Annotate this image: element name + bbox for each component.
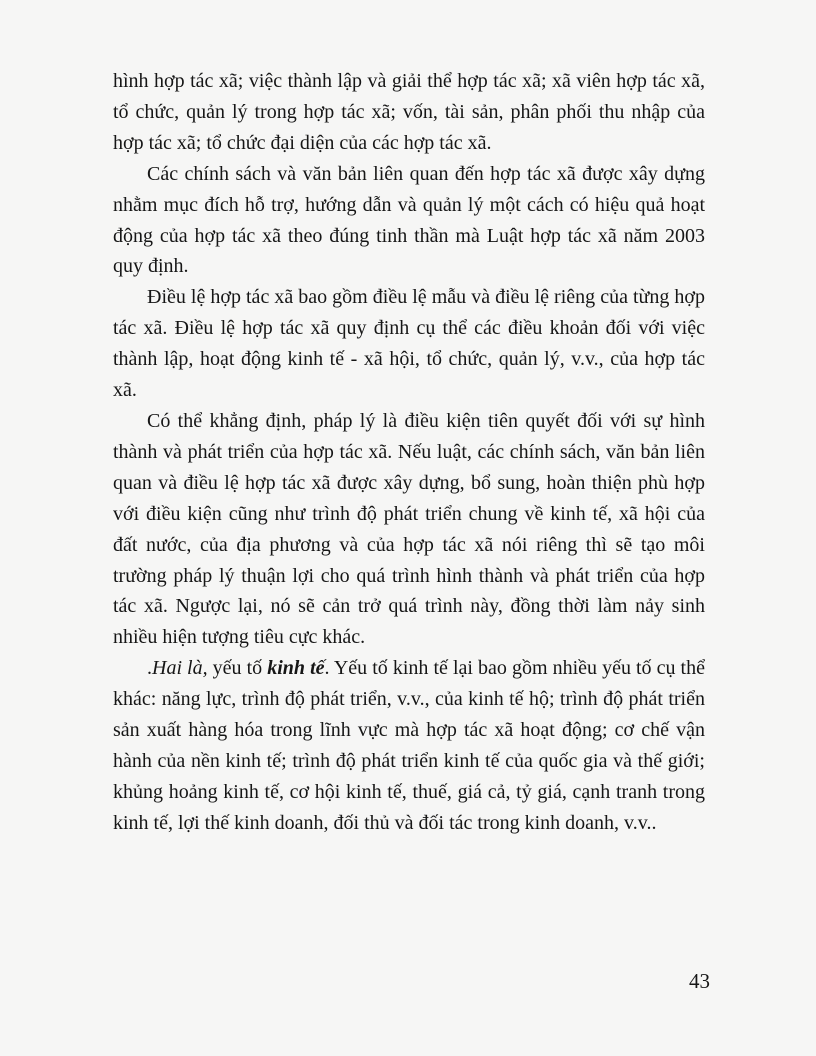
paragraph-charter: Điều lệ hợp tác xã bao gồm điều lệ mẫu và điều lệ riêng của từng hợp tác xã. Điều lệ hợp tác xã quy định cụ thể các điều khoản đối với việc thành lập, hoạt động kinh tế - xã hội, tổ chức, quản lý, v.v., của hợp tác xã. (113, 286, 705, 402)
page-number: 43 (689, 969, 710, 993)
paragraph-economic-factor (113, 653, 705, 838)
paragraph-legal-conclusion: Có thể khẳng định, pháp lý là điều kiện tiên quyết đối với sự hình thành và phát triển của hợp tác xã. Nếu luật, các chính sách, văn bản liên quan và điều lệ hợp tác xã được xây dựng, bổ sung, hoàn thiện phù hợp với điều kiện cũng như trình độ phát triển chung về kinh tế, xã hội của đất nước, của địa phương và của hợp tác xã nói riêng thì sẽ tạo môi trường pháp lý thuận lợi cho quá trình hình thành và phát triển của hợp tác xã. Ngược lại, nó sẽ cản trở quá trình này, đồng thời làm nảy sinh nhiều hiện tượng tiêu cực khác. (113, 409, 705, 649)
bold-italic-term: kinh tế (267, 657, 325, 680)
italic-intro: Hai là, (152, 657, 208, 680)
paragraph-text-segment: . Yếu tố kinh tế lại bao gồm nhiều yếu tố cụ thể khác: năng lực, trình độ phát triển, v.v., của kinh tế hộ; trình độ phát triển sản xuất hàng hóa trong lĩnh vực mà hợp tác xã hoạt động; cơ chế vận hành của nền kinh tế; trình độ phát triển kinh tế của quốc gia và thế giới; khủng hoảng kinh tế, cơ hội kinh tế, thuế, giá cả, tỷ giá, cạnh tranh trong kinh tế, lợi thế kinh doanh, đối thủ và đối tác trong kinh doanh, v.v.. (113, 657, 705, 834)
paragraph-text-segment: yếu tố (207, 657, 268, 680)
stray-mark: . (147, 657, 152, 680)
paragraph-policies: Các chính sách và văn bản liên quan đến hợp tác xã được xây dựng nhằm mục đích hỗ trợ, hướng dẫn và quản lý một cách có hiệu quả hoạt động của hợp tác xã theo đúng tinh thần mà Luật hợp tác xã năm 2003 quy định. (113, 162, 705, 278)
body-text (113, 66, 705, 839)
paragraph-continued: hình hợp tác xã; việc thành lập và giải thể hợp tác xã; xã viên hợp tác xã, tổ chức, quản lý trong hợp tác xã; vốn, tài sản, phân phối thu nhập của hợp tác xã; tổ chức đại diện của các hợp tác xã. (113, 70, 705, 154)
